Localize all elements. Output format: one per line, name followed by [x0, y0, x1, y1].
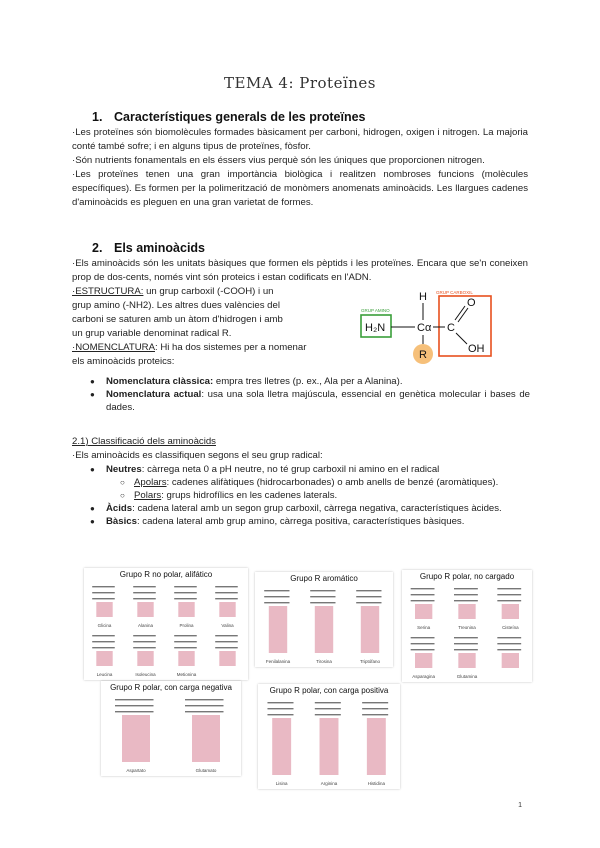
- backbone-mark: [174, 598, 197, 599]
- list-item: [90, 515, 530, 528]
- structure-line-3: carboni se saturen amb un àtom d'hidrogen i amb: [72, 314, 283, 325]
- side-chain-box: [502, 604, 519, 619]
- backbone-mark: [133, 586, 156, 587]
- amino-acid-structure: [454, 588, 478, 630]
- amino-acid-structure: [411, 588, 435, 630]
- current-text: : usa una sola lletra majúscula, essencial en genètica molecular i bases de dades.: [106, 389, 530, 413]
- amino-acid-structure: [133, 586, 156, 628]
- structure-line-1: un grup carboxil (-COOH) i un: [143, 286, 274, 297]
- amino-acid-name: Aspartato: [126, 768, 146, 773]
- amino-acid-name: Histidina: [367, 781, 385, 786]
- subsection-2-1-heading: 2.1) Classificació dels aminoàcids: [72, 436, 216, 447]
- acids-label: Àcids: [106, 503, 133, 514]
- amino-acid-name: Glicina: [97, 623, 112, 628]
- backbone-mark: [497, 643, 521, 644]
- amino-acid-structure: [92, 586, 115, 628]
- table-structures: [101, 681, 241, 776]
- basics-text: : cadena lateral amb grup amino, càrrega positiva, característiques bàsiques.: [136, 516, 465, 527]
- amino-acid-name: Valina: [221, 623, 234, 628]
- side-chain-box: [458, 604, 475, 619]
- table-polar-negative: [101, 681, 241, 776]
- backbone-mark: [92, 598, 115, 599]
- s2-paragraph-1: ·Els aminoàcids són les unitats bàsiques que formen els pèptids i les proteïnes. Encara que se'n coneixen prop de dos-cents, només vint són proteics i estan codificats en l'ADN.: [72, 258, 528, 283]
- backbone-mark: [215, 598, 238, 599]
- backbone-mark: [362, 702, 388, 703]
- table-title: Grupo R aromático: [290, 574, 358, 583]
- side-chain-box: [192, 715, 220, 762]
- table-title: Grupo R polar, no cargado: [419, 572, 515, 581]
- grup-carboxil-label: GRUP CARBOXIL: [436, 290, 473, 295]
- side-chain-box: [96, 602, 112, 617]
- amino-acid-name: Alanina: [137, 623, 154, 628]
- section-1-title: Característiques generals de les proteïnes: [114, 110, 366, 124]
- backbone-mark: [264, 590, 289, 591]
- side-chain-box: [315, 606, 333, 653]
- table-nonpolar-aliphatic: [84, 568, 248, 680]
- amino-acid-structure: [411, 637, 436, 679]
- list-item: [90, 476, 530, 489]
- list-item: [90, 489, 530, 502]
- backbone-mark: [454, 588, 478, 589]
- backbone-mark: [362, 708, 388, 709]
- backbone-mark: [267, 708, 293, 709]
- backbone-mark: [315, 714, 341, 715]
- page-number: 1: [518, 802, 522, 809]
- table-aromatic: [255, 572, 393, 667]
- backbone-mark: [264, 602, 289, 603]
- amino-acid-name: Glutamina: [456, 674, 478, 679]
- backbone-mark: [315, 708, 341, 709]
- amino-acid-svg: [355, 290, 505, 370]
- amino-acid-structure: [497, 588, 521, 630]
- side-chain-box: [415, 604, 432, 619]
- c-label: C: [447, 322, 455, 334]
- backbone-mark: [133, 598, 156, 599]
- amino-acid-structure: [215, 586, 238, 628]
- backbone-mark: [411, 637, 435, 638]
- amino-acid-name: Asparagina: [412, 674, 436, 679]
- side-chain-box: [122, 715, 150, 762]
- section-1-heading: [92, 110, 366, 124]
- side-chain-box: [320, 718, 339, 775]
- backbone-mark: [411, 649, 435, 650]
- backbone-mark: [174, 647, 197, 648]
- backbone-mark: [267, 702, 293, 703]
- neutres-text: : càrrega neta 0 a pH neutre, no té grup carboxil ni amino en el radical: [141, 464, 440, 475]
- amino-acid-structure: [215, 635, 238, 666]
- r-label: R: [419, 349, 427, 361]
- side-chain-box: [272, 718, 291, 775]
- polars-label: Polars: [134, 490, 162, 501]
- nomenclature-line-1: : Hi ha dos sistemes per a nomenar: [154, 342, 307, 353]
- backbone-mark: [185, 705, 224, 706]
- classic-text: empra tres lletres (p. ex., Ala per a Alanina).: [213, 376, 403, 387]
- amino-acid-name: Leucina: [96, 672, 113, 677]
- backbone-mark: [497, 637, 521, 638]
- bond-c-o-2: [458, 308, 468, 322]
- table-polar-uncharged: [402, 570, 532, 682]
- s1-paragraph-2: ·Són nutrients fonamentals en els éssers vius perquè són les úniques que proporcionen nitrogen.: [72, 155, 485, 166]
- amino-acid-structure: [92, 635, 115, 677]
- amino-acid-structure: [497, 637, 521, 668]
- side-chain-box: [502, 653, 519, 668]
- backbone-mark: [310, 602, 335, 603]
- backbone-mark: [215, 647, 238, 648]
- backbone-mark: [411, 594, 435, 595]
- backbone-mark: [133, 635, 156, 636]
- backbone-mark: [115, 711, 154, 712]
- h-label: H: [419, 291, 427, 303]
- amino-acid-structure: [264, 590, 290, 664]
- side-chain-box: [96, 651, 112, 666]
- backbone-mark: [310, 590, 335, 591]
- backbone-mark: [315, 702, 341, 703]
- amino-acid-structure-diagram: [355, 290, 505, 370]
- amino-acid-name: Triptófano: [359, 659, 381, 664]
- structure-text: [72, 285, 362, 369]
- backbone-mark: [362, 714, 388, 715]
- apolars-label: Apolars: [134, 477, 167, 488]
- backbone-mark: [174, 592, 197, 593]
- apolars-text: : cadenes alifàtiques (hidrocarbonades) o amb anells de benzé (aromàtiques).: [166, 477, 499, 488]
- amino-acid-structure: [115, 699, 154, 773]
- side-chain-box: [137, 651, 153, 666]
- side-chain-box: [458, 653, 475, 668]
- backbone-mark: [497, 600, 521, 601]
- table-structures: [402, 570, 532, 682]
- basics-label: Bàsics: [106, 516, 137, 527]
- page-title: TEMA 4: Proteïnes: [223, 74, 376, 92]
- acids-text: : cadena lateral amb un segon grup carboxil, càrrega negativa, característiques àcides.: [132, 503, 502, 514]
- side-chain-box: [269, 606, 287, 653]
- backbone-mark: [454, 643, 478, 644]
- list-item: [90, 502, 530, 515]
- table-title: Grupo R no polar, alifático: [119, 570, 213, 579]
- backbone-mark: [267, 714, 293, 715]
- amino-acid-name: Glutamato: [195, 768, 217, 773]
- backbone-mark: [454, 594, 478, 595]
- ca-label: Cα: [417, 322, 432, 334]
- backbone-mark: [133, 641, 156, 642]
- backbone-mark: [454, 637, 478, 638]
- amino-acid-structure: [174, 586, 197, 628]
- backbone-mark: [356, 602, 381, 603]
- list-item: [90, 388, 530, 414]
- s1-paragraph-3: ·Les proteïnes tenen una gran importància biològica i realitzen nombroses funcions (molècules específiques). Es formen per la polimerització de monòmers anomenats aminoàcids. Les llargues cadenes d'aminoàcids es pleguen en una gran varietat de formes.: [72, 169, 528, 208]
- amino-acid-structure: [454, 637, 478, 679]
- backbone-mark: [174, 586, 197, 587]
- amino-acid-name: Treonina: [458, 625, 476, 630]
- amino-acid-name: Tirosina: [316, 659, 332, 664]
- nomenclature-line-2: els aminoàcids proteics:: [72, 356, 175, 367]
- nomenclature-list: [90, 375, 530, 414]
- backbone-mark: [356, 596, 381, 597]
- table-structures: [84, 568, 248, 680]
- backbone-mark: [497, 588, 521, 589]
- side-chain-box: [367, 718, 386, 775]
- structure-line-2: grup amino (-NH2). Les altres dues valències del: [72, 300, 280, 311]
- amino-acid-name: Serina: [417, 625, 431, 630]
- backbone-mark: [215, 586, 238, 587]
- backbone-mark: [356, 590, 381, 591]
- amino-acid-name: Fenilalanina: [265, 659, 291, 664]
- backbone-mark: [92, 641, 115, 642]
- amino-acid-name: Cisteína: [502, 625, 519, 630]
- amino-acid-structure: [310, 590, 335, 664]
- amino-acid-structure: [362, 702, 388, 786]
- backbone-mark: [115, 705, 154, 706]
- section-1-body: [72, 126, 528, 210]
- side-chain-box: [178, 602, 194, 617]
- amino-acid-structure: [356, 590, 381, 664]
- backbone-mark: [411, 588, 435, 589]
- backbone-mark: [411, 600, 435, 601]
- backbone-mark: [92, 647, 115, 648]
- backbone-mark: [264, 596, 289, 597]
- section-2-number: 2.: [92, 241, 103, 255]
- bond-c-oh: [456, 333, 467, 344]
- backbone-mark: [497, 594, 521, 595]
- backbone-mark: [215, 641, 238, 642]
- classic-label: Nomenclatura clàssica:: [106, 376, 214, 387]
- table-title: Grupo R polar, con carga negativa: [110, 683, 232, 692]
- backbone-mark: [92, 592, 115, 593]
- polars-text: : grups hidrofílics en les cadenes laterals.: [161, 490, 338, 501]
- oh-label: OH: [468, 343, 485, 355]
- backbone-mark: [454, 600, 478, 601]
- backbone-mark: [174, 635, 197, 636]
- classification-list: [90, 463, 530, 528]
- neutres-label: Neutres: [106, 464, 142, 475]
- backbone-mark: [115, 699, 154, 700]
- subsection-2-1-intro: ·Els aminoàcids es classifiquen segons el seu grup radical:: [72, 450, 323, 461]
- amino-acid-name: Prolina: [179, 623, 194, 628]
- backbone-mark: [133, 592, 156, 593]
- backbone-mark: [185, 699, 224, 700]
- backbone-mark: [185, 711, 224, 712]
- structure-line-4: un grup variable denominat radical R.: [72, 328, 232, 339]
- amino-acid-structure: [267, 702, 293, 786]
- structure-label: ·ESTRUCTURA:: [72, 286, 144, 297]
- backbone-mark: [215, 635, 238, 636]
- current-label: Nomenclatura actual: [106, 389, 202, 400]
- amino-acid-structure: [133, 635, 156, 677]
- backbone-mark: [497, 649, 521, 650]
- backbone-mark: [92, 586, 115, 587]
- amino-acid-name: Lisina: [275, 781, 288, 786]
- section-1-number: 1.: [92, 110, 103, 124]
- amino-acid-name: Isoleucina: [135, 672, 156, 677]
- side-chain-box: [219, 651, 235, 666]
- table-structures: [258, 684, 400, 789]
- grup-amino-label: GRUP AMINO: [361, 308, 390, 313]
- s1-paragraph-1: ·Les proteïnes són biomolècules formades bàsicament per carboni, hidrogen, oxigen i nitrogen. La majoria conté també sofre; i en alguns tipus de proteïnes, fòsfor.: [72, 127, 528, 152]
- section-2-title: Els aminoàcids: [114, 241, 206, 255]
- side-chain-box: [178, 651, 194, 666]
- backbone-mark: [215, 592, 238, 593]
- section-2-heading: [92, 241, 205, 255]
- amino-acid-name: Arginina: [320, 781, 338, 786]
- side-chain-box: [137, 602, 153, 617]
- side-chain-box: [361, 606, 379, 653]
- table-polar-positive: [258, 684, 400, 789]
- nomenclature-label: ·NOMENCLATURA: [72, 342, 155, 353]
- amino-acid-structure: [185, 699, 224, 773]
- amino-acid-name: Metionina: [176, 672, 197, 677]
- bond-c-o-1: [455, 306, 465, 320]
- table-structures: [255, 572, 393, 667]
- backbone-mark: [454, 649, 478, 650]
- amino-acid-structure: [174, 635, 197, 677]
- backbone-mark: [174, 641, 197, 642]
- side-chain-box: [415, 653, 432, 668]
- table-title: Grupo R polar, con carga positiva: [269, 686, 389, 695]
- backbone-mark: [310, 596, 335, 597]
- backbone-mark: [92, 635, 115, 636]
- backbone-mark: [411, 643, 435, 644]
- nh2-label: H₂N: [365, 322, 386, 334]
- list-item: [90, 375, 530, 388]
- side-chain-box: [219, 602, 235, 617]
- backbone-mark: [133, 647, 156, 648]
- amino-acid-structure: [315, 702, 341, 786]
- list-item: [90, 463, 530, 476]
- o-label: O: [467, 297, 476, 309]
